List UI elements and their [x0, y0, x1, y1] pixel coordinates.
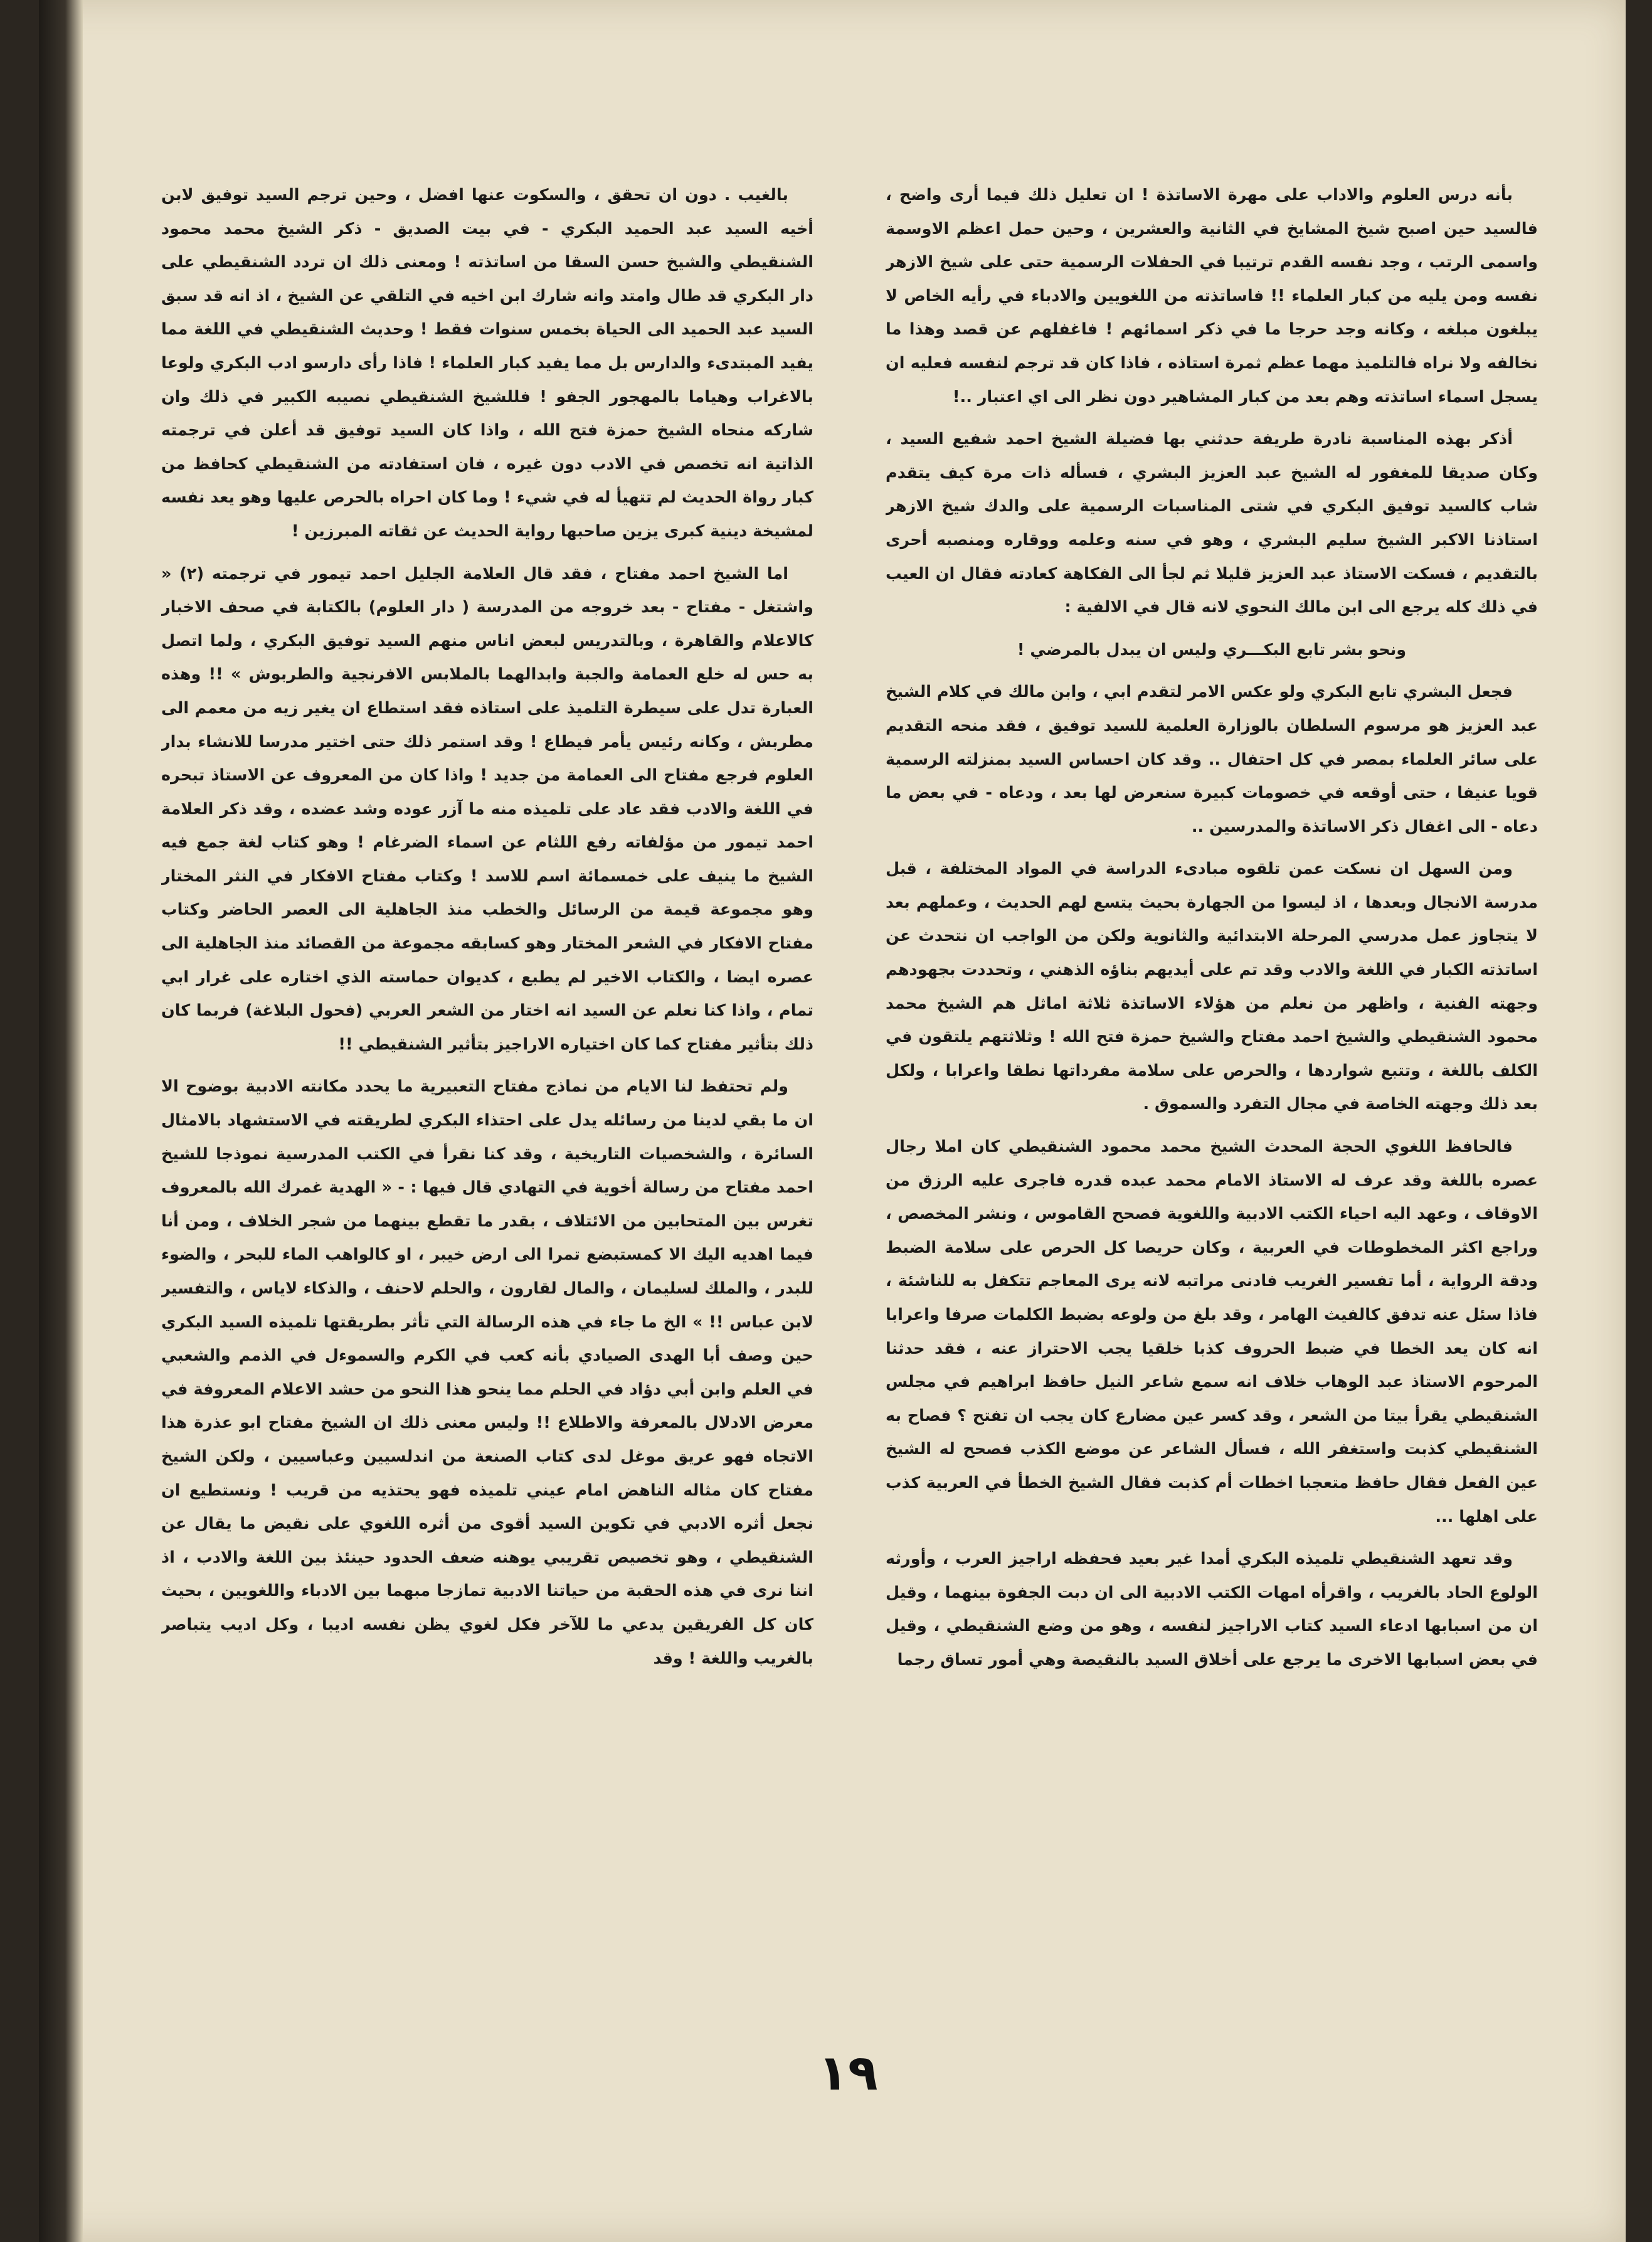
paragraph: اما الشيخ احمد مفتاح ، فقد قال العلامة الجليل احمد تيمور في ترجمته (٢) « واشتغل - مفتاح - بعد خروجه من المدرسة ( دار العلوم) بالكتابة في صحف الاخبار كالاعلام والقاهرة ، وبالتدريس لبعض اناس منهم السيد توفيق البكري ، ولما اتصل به حس له خلع العمامة والجبة وابدالهما بالملابس الافرنجية والطربوش » !! وهذه العبارة تدل على سيطرة التلميذ على استاذه فقد استطاع ان يغير زيه من معمم الى مطربش ، وكانه رئيس يأمر فيطاع ! وقد استمر ذلك حتى اختير مدرسا للانشاء بدار العلوم فرجع مفتاح الى العمامة من جديد ! واذا كان من المعروف عن الاستاذ تبحره في اللغة والادب فقد عاد على تلميذه منه ما آزر عوده وشد عضده ، وقد ذكر العلامة احمد تيمور من مؤلفاته رفع اللثام عن اسماء الضرغام ! وهو كتاب لغة جمع فيه الشيخ ما ينيف على خمسمائة اسم للاسد ! وكتاب مفتاح الافكار في النثر المختار وهو مجموعة قيمة من الرسائل والخطب منذ الجاهلية الى العصر الحاضر وكتاب مفتاح الافكار في الشعر المختار وهو كسابقه مجموعة من القصائد منذ الجاهلية الى عصره ايضا ، والكتاب الاخير لم يطبع ، كديوان حماسته الذي اختاره على غرار ابي تمام ، واذا كنا نعلم عن السيد انه اختار من الشعر العربي (فحول البلاغة) فربما كان ذلك بتأثير مفتاح كما كان اختياره الاراجيز بتأثير الشنقيطي !!	[161, 564, 813, 1054]
paragraph: ومن السهل ان نسكت عمن تلقوه مبادىء الدراسة في المواد المختلفة ، قبل مدرسة الانجال وبعدها ، اذ ليسوا من الجهارة بحيث يتسع لهم الحديث ، وعملهم بعد لا يتجاوز عمل مدرسي المرحلة الابتدائية والثانوية ولكن من الواجب ان نتحدث عن اساتذته الكبار في اللغة والادب وقد تم على أيديهم بناؤه الذهني ، وتحددت بجهودهم وجهته الفنية ، واظهر من نعلم من هؤلاء الاساتذة ثلاثة اماثل هم الشيخ محمد محمود الشنقيطي والشيخ احمد مفتاح والشيخ حمزة فتح الله ! وثلاثتهم يلتقون في الكلف باللغة ، وتتبع شواردها ، والحرص على سلامة مفرداتها نطقا واعرابا ، ولكل بعد ذلك وجهته الخاصة في مجال التفرد والسموق .	[886, 859, 1538, 1114]
magazine-page	[39, 0, 1626, 2242]
paragraph: فالحافظ اللغوي الحجة المحدث الشيخ محمد محمود الشنقيطي كان املا رجال عصره باللغة وقد عرف له الاستاذ الامام محمد عبده قدره فاجرى عليه الرزق من الاوقاف ، وعهد اليه احياء الكتب الادبية واللغوية فصحح القاموس ، ونشر المخصص ، وراجع اكثر المخطوطات في العربية ، وكان حريصا كل الحرص على سلامة الضبط ودقة الرواية ، أما تفسير الغريب فادنى مراتبه لانه يرى المعاجم تتكفل به للناشئة ، فاذا سئل عنه تدفق كالفيث الهامر ، وقد بلغ من ولوعه بضبط الكلمات صرفا واعرابا انه كان يعد الخطا في ضبط الحروف كذبا خلقيا يجب الاحتراز عنه ، فقد حدثنا المرحوم الاستاذ عبد الوهاب خلاف انه سمع شاعر النيل حافظ ابراهيم في مجلس الشنقيطي يقرأ بيتا من الشعر ، وقد كسر عين مضارع كان يجب ان تفتح ؟ فصاح به الشنقيطي كذبت واستغفر الله ، فسأل الشاعر عن موضع الكذب فصحح له الشيخ عين الفعل فقال حافظ متعجبا اخطات أم كذبت فقال الشيخ الخطأ في العربية كذب على اهلها ...	[886, 1137, 1538, 1526]
right-text-column	[886, 179, 1538, 1973]
paragraph: وقد تعهد الشنقيطي تلميذه البكري أمدا غير بعيد فحفظه اراجيز العرب ، وأورثه الولوع الحاد بالغريب ، واقرأه امهات الكتب الادبية الى ان دبت الجفوة بينهما ، وقيل ان من اسبابها ادعاء السيد كتاب الاراجيز لنفسه ، وهو من وضع الشنقيطي ، وقيل في بعض اسبابها الاخرى ما يرجع على أخلاق السيد بالنقيصة وهي أمور تساق رجما	[886, 1549, 1538, 1669]
verse-line: ونحو بشر تابع البكـــري وليس ان يبدل بالمرضي !	[1017, 640, 1407, 659]
paragraph: فجعل البشري تابع البكري ولو عكس الامر لتقدم ابي ، وابن مالك في كلام الشيخ عبد العزيز هو مرسوم السلطان بالوزارة العلمية للسيد توفيق ، فقد منحه التقديم على سائر العلماء بمصر في كل احتفال .. وقد كان احساس السيد بمنزلته الرسمية قويا عنيفا ، حتى أوقعه في خصومات كبيرة سنعرض لها بعد ، ودعاه - في بعض ما دعاه - الى اغفال ذكر الاساتذة والمدرسين ..	[886, 683, 1538, 836]
left-text-column	[161, 179, 813, 1973]
paragraph: بأنه درس العلوم والاداب على مهرة الاساتذة ! ان تعليل ذلك فيما أرى واضح ، فالسيد حين اصبح شيخ المشايخ في الثانية والعشرين ، وحين حمل اعظم الاوسمة واسمى الرتب ، وجد نفسه القدم ترتيبا في الحفلات الرسمية حتى على شيخ الازهر نفسه ومن يليه من كبار العلماء !! فاساتذته من اللغويين والادباء في رأيه الخاص لا يبلغون مبلغه ، وكانه وجد حرجا ما في ذكر اسمائهم ! فاغفلهم عن قصد وهذا ما نخالفه ولا نراه فالتلميذ مهما عظم ثمرة استاذه ، فاذا كان قد ترجم لنفسه فعليه ان يسجل اسماء اساتذته وهم بعد من كبار المشاهير دون نظر الى اي اعتبار ..!	[886, 186, 1538, 406]
paragraph: ولم تحتفظ لنا الايام من نماذج مفتاح التعبيرية ما يحدد مكانته الادبية بوضوح الا ان ما بقي لدينا من رسائله يدل على احتذاء البكري لطريقته في الاستشهاد بالامثال السائرة ، والشخصيات التاريخية ، وقد كنا نقرأ في الكتب المدرسية نموذجا للشيخ احمد مفتاح من رسالة أخوية في التهادي قال فيها : - « الهدية غمرك الله بالمعروف تغرس بين المتحابين من الائتلاف ، بقدر ما تقطع بينهما من شجر الخلاف ، ومن أنا فيما اهديه اليك الا كمستبضع تمرا الى ارض خيبر ، او كالواهب الماء للبحر ، والضوء للبدر ، والملك لسليمان ، والمال لقارون ، والحلم لاحنف ، والذكاء لاياس ، والتفسير لابن عباس !! » الخ ما جاء في هذه الرسالة التي تأثر بطريقتها تلميذه السيد البكري حين وصف أبا الهدى الصيادي بأنه كعب في الكرم والسموءل في الذمم والشعبي في العلم وابن أبي دؤاد في الحلم مما ينحو هذا النحو من حشد الاعلام المعروفة في معرض الادلال بالمعرفة والاطلاع !! وليس معنى ذلك ان الشيخ مفتاح ابو عذرة هذا الاتجاه فهو عريق موغل لدى كتاب الصنعة من اندلسيين وعباسيين ، ولكن الشيخ مفتاح كان مثاله الناهض امام عيني تلميذه فهو يحتذيه من قريب ! ونستطيع ان نجعل أثره الادبي في تكوين السيد أقوى من أثره اللغوي على نقيض ما يقال عن الشنقيطي ، وهو تخصيص تقريبي يوهنه ضعف الحدود حينئذ بين اللغة والادب ، اذ اننا نرى في هذه الحقبة من حياتنا الادبية تمازجا مبهما بين الادباء واللغويين ، بحيث كان كل الفريقين يدعي ما للآخر فكل لغوي يظن نفسه اديبا ، وكل اديب يتباصر بالغريب واللغة ! وقد	[161, 1077, 813, 1668]
page-number: ١٩	[818, 2045, 878, 2101]
paragraph: أذكر بهذه المناسبة نادرة طريفة حدثني بها فضيلة الشيخ احمد شفيع السيد ، وكان صديقا للمغفور له الشيخ عبد العزيز البشري ، فسأله ذات مرة كيف يتقدم شاب كالسيد توفيق البكري في شتى المناسبات الرسمية على والدك شيخ الازهر استاذنا الاكبر الشيخ سليم البشري ، وهو في سنه وعلمه ووقاره ومنصبه أحرى بالتقديم ، فسكت الاستاذ عبد العزيز قليلا ثم لجأ الى الفكاهة كعادته فقال ان العيب في ذلك كله يرجع الى ابن مالك النحوي لانه قال في الالفية :	[886, 430, 1538, 617]
paragraph: بالغيب . دون ان تحقق ، والسكوت عنها افضل ، وحين ترجم السيد توفيق لابن أخيه السيد عبد الحميد البكري - في بيت الصديق - ذكر الشيخ محمد محمود الشنقيطي والشيخ حسن السقا من اساتذته ! ومعنى ذلك ان تردد الشنقيطي على دار البكري قد طال وامتد وانه شارك ابن اخيه في التلقي عن الشيخ ، اذ انه قد سبق السيد عبد الحميد الى الحياة بخمس سنوات فقط ! وحديث الشنقيطي في اللغة مما يفيد المبتدىء والدارس بل مما يفيد كبار العلماء ! فاذا رأى دارسو ادب البكري ولوعا بالاغراب وهياما بالمهجور الجفو ! فللشيخ الشنقيطي نصيبه الكبير في ذلك وان شاركه منحاه الشيخ حمزة فتح الله ، واذا كان السيد توفيق قد أعلن في ترجمته الذاتية انه تخصص في الادب دون غيره ، فان استفادته من الشنقيطي كحافظ من كبار رواة الحديث لم تتهيأ له في شيء ! وما كان احراه بالحرص عليها وهو يعد نفسه لمشيخة دينية كبرى يزين صاحبها رواية الحديث عن ثقاته المبرزين !	[161, 186, 813, 541]
binding-edge	[39, 0, 83, 2242]
